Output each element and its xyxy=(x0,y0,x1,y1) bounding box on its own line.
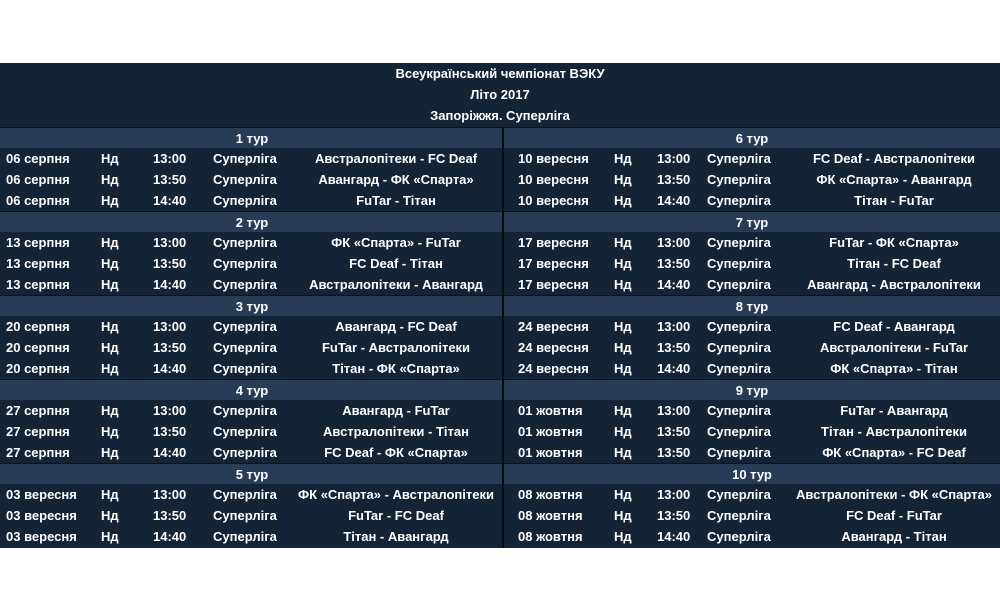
match-teams: Австралопітеки - Тітан xyxy=(323,424,469,439)
match-date: 01 жовтня xyxy=(518,424,583,439)
match-date: 20 серпня xyxy=(6,340,70,355)
match-day: Нд xyxy=(101,508,119,523)
match-teams: Авангард - FC Deaf xyxy=(335,319,457,334)
match-teams: ФК «Спарта» - FC Deaf xyxy=(822,445,966,460)
match-day: Нд xyxy=(101,340,119,355)
match-row xyxy=(0,274,504,295)
match-day: Нд xyxy=(101,172,119,187)
match-row xyxy=(504,316,1000,337)
match-time: 13:50 xyxy=(153,172,187,187)
match-day: Нд xyxy=(614,319,632,334)
match-date: 08 жовтня xyxy=(518,529,583,544)
match-teams: FuTar - Авангард xyxy=(840,403,948,418)
rounds-right-column xyxy=(504,127,1000,548)
match-teams: Тітан - FC Deaf xyxy=(847,256,941,271)
match-day: Нд xyxy=(614,235,632,250)
match-day: Нд xyxy=(614,403,632,418)
match-date: 03 вересня xyxy=(6,508,77,523)
match-day: Нд xyxy=(101,487,119,502)
match-teams: Тітан - FuTar xyxy=(854,193,934,208)
match-row xyxy=(504,442,1000,463)
match-row xyxy=(0,316,504,337)
match-row xyxy=(0,400,504,421)
match-time: 14:40 xyxy=(153,193,187,208)
match-time: 13:50 xyxy=(153,424,187,439)
match-day: Нд xyxy=(614,172,632,187)
match-date: 10 вересня xyxy=(518,193,589,208)
match-teams: Австралопітеки - FuTar xyxy=(819,340,969,355)
match-league: Суперліга xyxy=(213,487,277,502)
match-day: Нд xyxy=(614,424,632,439)
match-row xyxy=(0,526,504,547)
match-day: Нд xyxy=(614,151,632,166)
match-time: 13:00 xyxy=(657,403,691,418)
match-day: Нд xyxy=(614,487,632,502)
match-league: Суперліга xyxy=(213,403,277,418)
match-league: Суперліга xyxy=(707,403,771,418)
match-day: Нд xyxy=(101,193,119,208)
match-day: Нд xyxy=(101,424,119,439)
match-day: Нд xyxy=(101,529,119,544)
match-day: Нд xyxy=(614,529,632,544)
match-league: Суперліга xyxy=(707,361,771,376)
match-teams: Тітан - ФК «Спарта» xyxy=(332,361,460,376)
match-date: 08 жовтня xyxy=(518,508,583,523)
match-date: 10 вересня xyxy=(518,172,589,187)
match-date: 03 вересня xyxy=(6,487,77,502)
match-day: Нд xyxy=(101,151,119,166)
match-time: 13:00 xyxy=(657,319,691,334)
match-time: 14:40 xyxy=(153,361,187,376)
match-day: Нд xyxy=(101,319,119,334)
match-day: Нд xyxy=(101,235,119,250)
match-row xyxy=(504,358,1000,379)
round-header: 8 тур xyxy=(504,295,1000,316)
match-teams: Авангард - FuTar xyxy=(342,403,450,418)
match-time: 13:50 xyxy=(153,508,187,523)
championship-title: Всеукраїнський чемпіонат ВЭКУ xyxy=(395,66,605,81)
match-day: Нд xyxy=(614,277,632,292)
match-date: 24 вересня xyxy=(518,361,589,376)
match-league: Суперліга xyxy=(213,529,277,544)
match-league: Суперліга xyxy=(707,424,771,439)
round-header: 6 тур xyxy=(504,127,1000,148)
match-row xyxy=(504,148,1000,169)
match-date: 10 вересня xyxy=(518,151,589,166)
match-teams: ФК «Спарта» - FuTar xyxy=(331,235,461,250)
match-day: Нд xyxy=(614,193,632,208)
match-teams: Тітан - Австралопітеки xyxy=(821,424,967,439)
match-date: 24 вересня xyxy=(518,319,589,334)
match-day: Нд xyxy=(614,445,632,460)
match-league: Суперліга xyxy=(707,508,771,523)
match-day: Нд xyxy=(101,256,119,271)
match-league: Суперліга xyxy=(707,235,771,250)
match-row xyxy=(504,337,1000,358)
match-league: Суперліга xyxy=(707,340,771,355)
match-time: 14:40 xyxy=(657,193,691,208)
match-teams: FuTar - Австралопітеки xyxy=(321,340,471,355)
match-day: Нд xyxy=(101,361,119,376)
round-header: 4 тур xyxy=(0,379,504,400)
match-teams: Австралопітеки - FC Deaf xyxy=(314,151,478,166)
match-league: Суперліга xyxy=(707,151,771,166)
round-header: 7 тур xyxy=(504,211,1000,232)
match-league: Суперліга xyxy=(707,256,771,271)
match-time: 13:00 xyxy=(153,235,187,250)
match-date: 13 серпня xyxy=(6,235,70,250)
match-league: Суперліга xyxy=(213,151,277,166)
match-row xyxy=(0,169,504,190)
match-league: Суперліга xyxy=(707,529,771,544)
match-league: Суперліга xyxy=(707,172,771,187)
match-row xyxy=(0,421,504,442)
round-header: 3 тур xyxy=(0,295,504,316)
match-date: 20 серпня xyxy=(6,319,70,334)
rounds-columns xyxy=(0,127,1000,548)
match-time: 14:40 xyxy=(153,529,187,544)
match-league: Суперліга xyxy=(213,508,277,523)
match-teams: FC Deaf - Тітан xyxy=(349,256,443,271)
match-day: Нд xyxy=(101,277,119,292)
rounds-left-column xyxy=(0,127,504,548)
match-time: 14:40 xyxy=(657,361,691,376)
schedule-sheet xyxy=(0,63,1000,548)
match-row xyxy=(504,274,1000,295)
match-time: 13:50 xyxy=(657,172,691,187)
match-league: Суперліга xyxy=(213,361,277,376)
match-date: 17 вересня xyxy=(518,277,589,292)
match-teams: FuTar - ФК «Спарта» xyxy=(829,235,959,250)
match-league: Суперліга xyxy=(213,340,277,355)
match-league: Суперліга xyxy=(707,193,771,208)
round-header: 9 тур xyxy=(504,379,1000,400)
match-time: 13:50 xyxy=(657,340,691,355)
round-header: 2 тур xyxy=(0,211,504,232)
match-date: 27 серпня xyxy=(6,424,70,439)
match-row xyxy=(504,484,1000,505)
match-time: 13:50 xyxy=(657,445,691,460)
match-day: Нд xyxy=(614,361,632,376)
match-teams: ФК «Спарта» - Авангард xyxy=(816,172,972,187)
match-date: 20 серпня xyxy=(6,361,70,376)
season-title: Літо 2017 xyxy=(470,87,530,102)
match-time: 13:00 xyxy=(657,235,691,250)
match-row xyxy=(0,505,504,526)
match-time: 14:40 xyxy=(153,277,187,292)
match-time: 13:00 xyxy=(657,487,691,502)
match-teams: FC Deaf - Авангард xyxy=(833,319,955,334)
match-row xyxy=(504,253,1000,274)
match-time: 14:40 xyxy=(657,277,691,292)
match-time: 13:50 xyxy=(657,256,691,271)
match-row xyxy=(0,484,504,505)
match-teams: Австралопітеки - Авангард xyxy=(309,277,483,292)
match-time: 14:40 xyxy=(153,445,187,460)
match-row xyxy=(504,526,1000,547)
match-time: 13:00 xyxy=(153,487,187,502)
match-league: Суперліга xyxy=(213,235,277,250)
match-day: Нд xyxy=(614,256,632,271)
match-league: Суперліга xyxy=(707,277,771,292)
match-league: Суперліга xyxy=(213,193,277,208)
match-teams: FC Deaf - Австралопітеки xyxy=(812,151,976,166)
match-row xyxy=(504,169,1000,190)
match-row xyxy=(504,232,1000,253)
match-league: Суперліга xyxy=(213,256,277,271)
match-row xyxy=(0,337,504,358)
match-date: 24 вересня xyxy=(518,340,589,355)
round-header: 10 тур xyxy=(504,463,1000,484)
match-row xyxy=(0,253,504,274)
match-league: Суперліга xyxy=(213,277,277,292)
match-row xyxy=(504,505,1000,526)
match-row xyxy=(0,358,504,379)
match-date: 27 серпня xyxy=(6,445,70,460)
match-day: Нд xyxy=(101,403,119,418)
match-day: Нд xyxy=(614,508,632,523)
match-teams: Австралопітеки - ФК «Спарта» xyxy=(796,487,992,502)
match-time: 13:00 xyxy=(153,151,187,166)
match-date: 06 серпня xyxy=(6,172,70,187)
match-league: Суперліга xyxy=(213,319,277,334)
match-teams: Авангард - ФК «Спарта» xyxy=(318,172,474,187)
match-time: 13:50 xyxy=(153,340,187,355)
match-league: Суперліга xyxy=(707,319,771,334)
match-time: 13:00 xyxy=(657,151,691,166)
match-date: 06 серпня xyxy=(6,151,70,166)
match-row xyxy=(504,400,1000,421)
match-date: 08 жовтня xyxy=(518,487,583,502)
match-time: 13:50 xyxy=(153,256,187,271)
match-time: 13:50 xyxy=(657,508,691,523)
column-divider xyxy=(502,127,504,548)
match-time: 13:50 xyxy=(657,424,691,439)
match-league: Суперліга xyxy=(707,487,771,502)
match-teams: FuTar - FC Deaf xyxy=(348,508,444,523)
match-league: Суперліга xyxy=(213,445,277,460)
match-row xyxy=(504,190,1000,211)
match-row xyxy=(0,148,504,169)
match-teams: FuTar - Тітан xyxy=(356,193,436,208)
match-league: Суперліга xyxy=(213,172,277,187)
match-date: 13 серпня xyxy=(6,256,70,271)
match-teams: FC Deaf - FuTar xyxy=(846,508,942,523)
match-time: 13:00 xyxy=(153,319,187,334)
match-teams: FC Deaf - ФК «Спарта» xyxy=(324,445,468,460)
match-teams: Тітан - Авангард xyxy=(343,529,449,544)
match-league: Суперліга xyxy=(707,445,771,460)
match-league: Суперліга xyxy=(213,424,277,439)
match-date: 27 серпня xyxy=(6,403,70,418)
match-row xyxy=(504,421,1000,442)
match-day: Нд xyxy=(101,445,119,460)
match-date: 01 жовтня xyxy=(518,445,583,460)
match-teams: ФК «Спарта» - Тітан xyxy=(830,361,958,376)
match-date: 17 вересня xyxy=(518,235,589,250)
match-row xyxy=(0,190,504,211)
round-header: 5 тур xyxy=(0,463,504,484)
match-time: 13:00 xyxy=(153,403,187,418)
match-date: 13 серпня xyxy=(6,277,70,292)
match-date: 06 серпня xyxy=(6,193,70,208)
match-date: 01 жовтня xyxy=(518,403,583,418)
match-teams: Авангард - Тітан xyxy=(841,529,947,544)
match-row xyxy=(0,232,504,253)
match-teams: Авангард - Австралопітеки xyxy=(807,277,981,292)
match-date: 17 вересня xyxy=(518,256,589,271)
match-row xyxy=(0,442,504,463)
round-header: 1 тур xyxy=(0,127,504,148)
match-teams: ФК «Спарта» - Австралопітеки xyxy=(298,487,494,502)
match-time: 14:40 xyxy=(657,529,691,544)
match-day: Нд xyxy=(614,340,632,355)
match-date: 03 вересня xyxy=(6,529,77,544)
city-league-title: Запоріжжя. Суперліга xyxy=(430,108,570,123)
